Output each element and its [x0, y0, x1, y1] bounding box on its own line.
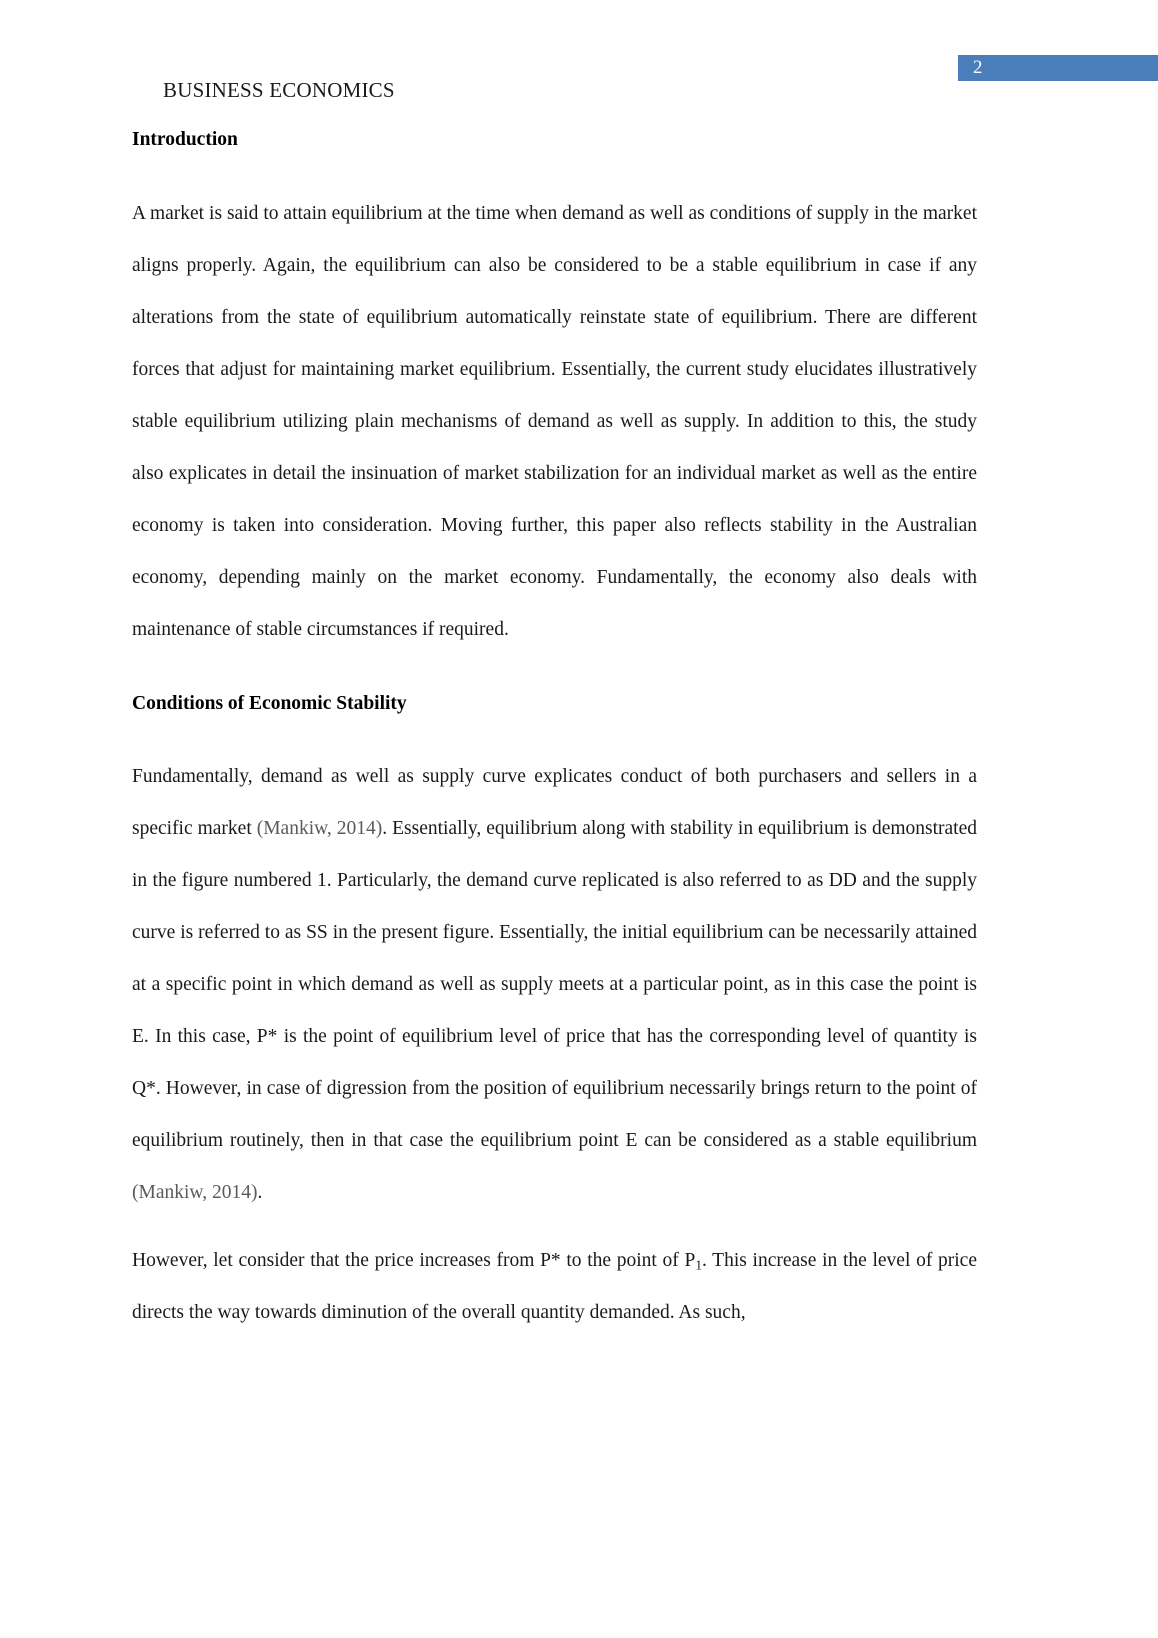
citation-mankiw-2014: (Mankiw, 2014) [132, 1181, 258, 1203]
paragraph-text-part: . Essentially, equilibrium along with stability in equilibrium is demonstrated in the figure numbered 1. Particularly, the demand curve replicated is also referred to as DD and the supply curve is referred to as SS in the present figure. Essentially, the initial equilibrium can be necessarily attained at a specific point in which demand as well as supply meets at a particular point, as in this case the point is E. In this case, P* is the point of equilibrium level of price that has the corresponding level of quantity is Q*. However, in case of digression from the position of equilibrium necessarily brings return to the point of equilibrium routinely, then in that case the equilibrium point E can be considered as a stable equilibrium [132, 817, 978, 1151]
paragraph-text-part: . This increase in the level of price directs the way towards diminution of the overall quantity demanded. As such, [132, 1249, 977, 1323]
citation-mankiw-2014: (Mankiw, 2014) [256, 817, 383, 839]
running-header: BUSINESS ECONOMICS [163, 78, 395, 102]
paragraph-conditions-2 [132, 1235, 977, 1339]
paragraph-text-part: Fundamentally, demand as well as supply curve explicates conduct of both purchasers and sellers in a specific market [132, 765, 977, 839]
spacer [132, 152, 977, 188]
page-number-banner [958, 55, 1158, 81]
spacer [132, 1219, 977, 1235]
paragraph-text-part: However, let consider that the price increases from P* to the point of P [132, 1249, 696, 1271]
paragraph-text-part: . [257, 1181, 263, 1203]
spacer [132, 656, 977, 692]
heading-conditions-of-economic-stability: Conditions of Economic Stability [132, 693, 407, 715]
subscript-one: 1 [695, 1257, 702, 1273]
heading-introduction: Introduction [132, 129, 238, 150]
paragraph-introduction-1: A market is said to attain equilibrium at the time when demand as well as conditions of supply in the market aligns properly. Again, the equilibrium can also be considered to be a stable equilibrium in case if any alterations from the state of equilibrium automatically reinstate state of equilibrium. There are different forces that adjust for maintaining market equilibrium. Essentially, the current study elucidates illustratively stable equilibrium utilizing plain mechanisms of demand as well as supply. In addition to this, the study also explicates in detail the insinuation of market stabilization for an individual market as well as the entire economy is taken into consideration. Moving further, this paper also reflects stability in the Australian economy, depending mainly on the market economy. Fundamentally, the economy also deals with maintenance of stable circumstances if required. [132, 203, 977, 641]
document-content [132, 128, 977, 1339]
spacer [132, 717, 977, 751]
page-number: 2 [973, 57, 983, 78]
paragraph-conditions-1 [132, 751, 977, 1219]
